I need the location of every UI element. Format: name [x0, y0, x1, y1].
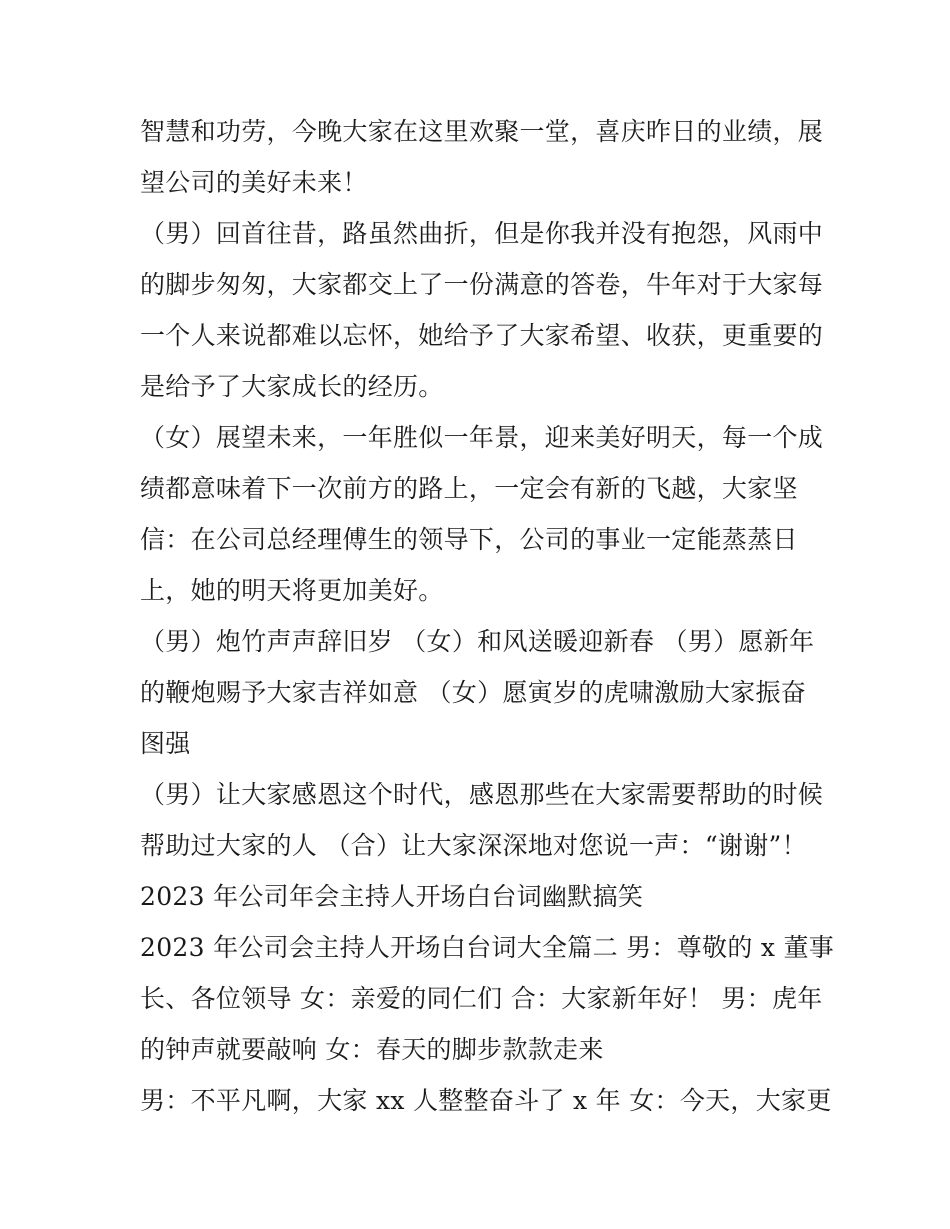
- text-line: 长、各位领导 女：亲爱的同仁们 合：大家新年好！ 男：虎年: [140, 984, 823, 1013]
- text-line: （男）回首往昔，路虽然曲折，但是你我并没有抱怨，风雨中: [140, 219, 824, 248]
- text-line: 帮助过大家的人 （合）让大家深深地对您说一声：“谢谢”！: [140, 831, 807, 860]
- text-line: 上，她的明天将更加美好。: [140, 576, 444, 605]
- text-line: 男：不平凡啊，大家 xx 人整整奋斗了 x 年 女：今天，大家更: [140, 1086, 832, 1115]
- text-line: 图强: [140, 729, 191, 758]
- text-line: 的脚步匆匆，大家都交上了一份满意的答卷，牛年对于大家每: [140, 270, 824, 299]
- text-line: 信：在公司总经理傅生的领导下，公司的事业一定能蒸蒸日: [140, 525, 798, 554]
- section-heading: 2023 年公司年会主持人开场白台词幽默搞笑: [140, 882, 644, 911]
- text-line: 的钟声就要敲响 女：春天的脚步款款走来: [140, 1035, 604, 1064]
- text-line: （女）展望未来，一年胜似一年景，迎来美好明天，每一个成: [140, 423, 824, 452]
- text-line: 一个人来说都难以忘怀，她给予了大家希望、收获，更重要的: [140, 321, 824, 350]
- text-line: 是给予了大家成长的经历。: [140, 372, 444, 401]
- text-line: 智慧和功劳，今晚大家在这里欢聚一堂，喜庆昨日的业绩，展: [140, 117, 824, 146]
- text-line: 2023 年公司会主持人开场白台词大全篇二 男：尊敬的 x 董事: [140, 933, 835, 962]
- text-line: 绩都意味着下一次前方的路上，一定会有新的飞越，大家坚: [140, 474, 798, 503]
- text-line: （男）炮竹声声辞旧岁 （女）和风送暖迎新春 （男）愿新年: [140, 627, 815, 656]
- text-line: （男）让大家感恩这个时代，感恩那些在大家需要帮助的时候: [140, 780, 824, 809]
- document-body: [140, 106, 835, 1126]
- text-line: 的鞭炮赐予大家吉祥如意 （女）愿寅岁的虎啸激励大家振奋: [140, 678, 807, 707]
- text-line: 望公司的美好未来！: [140, 168, 368, 197]
